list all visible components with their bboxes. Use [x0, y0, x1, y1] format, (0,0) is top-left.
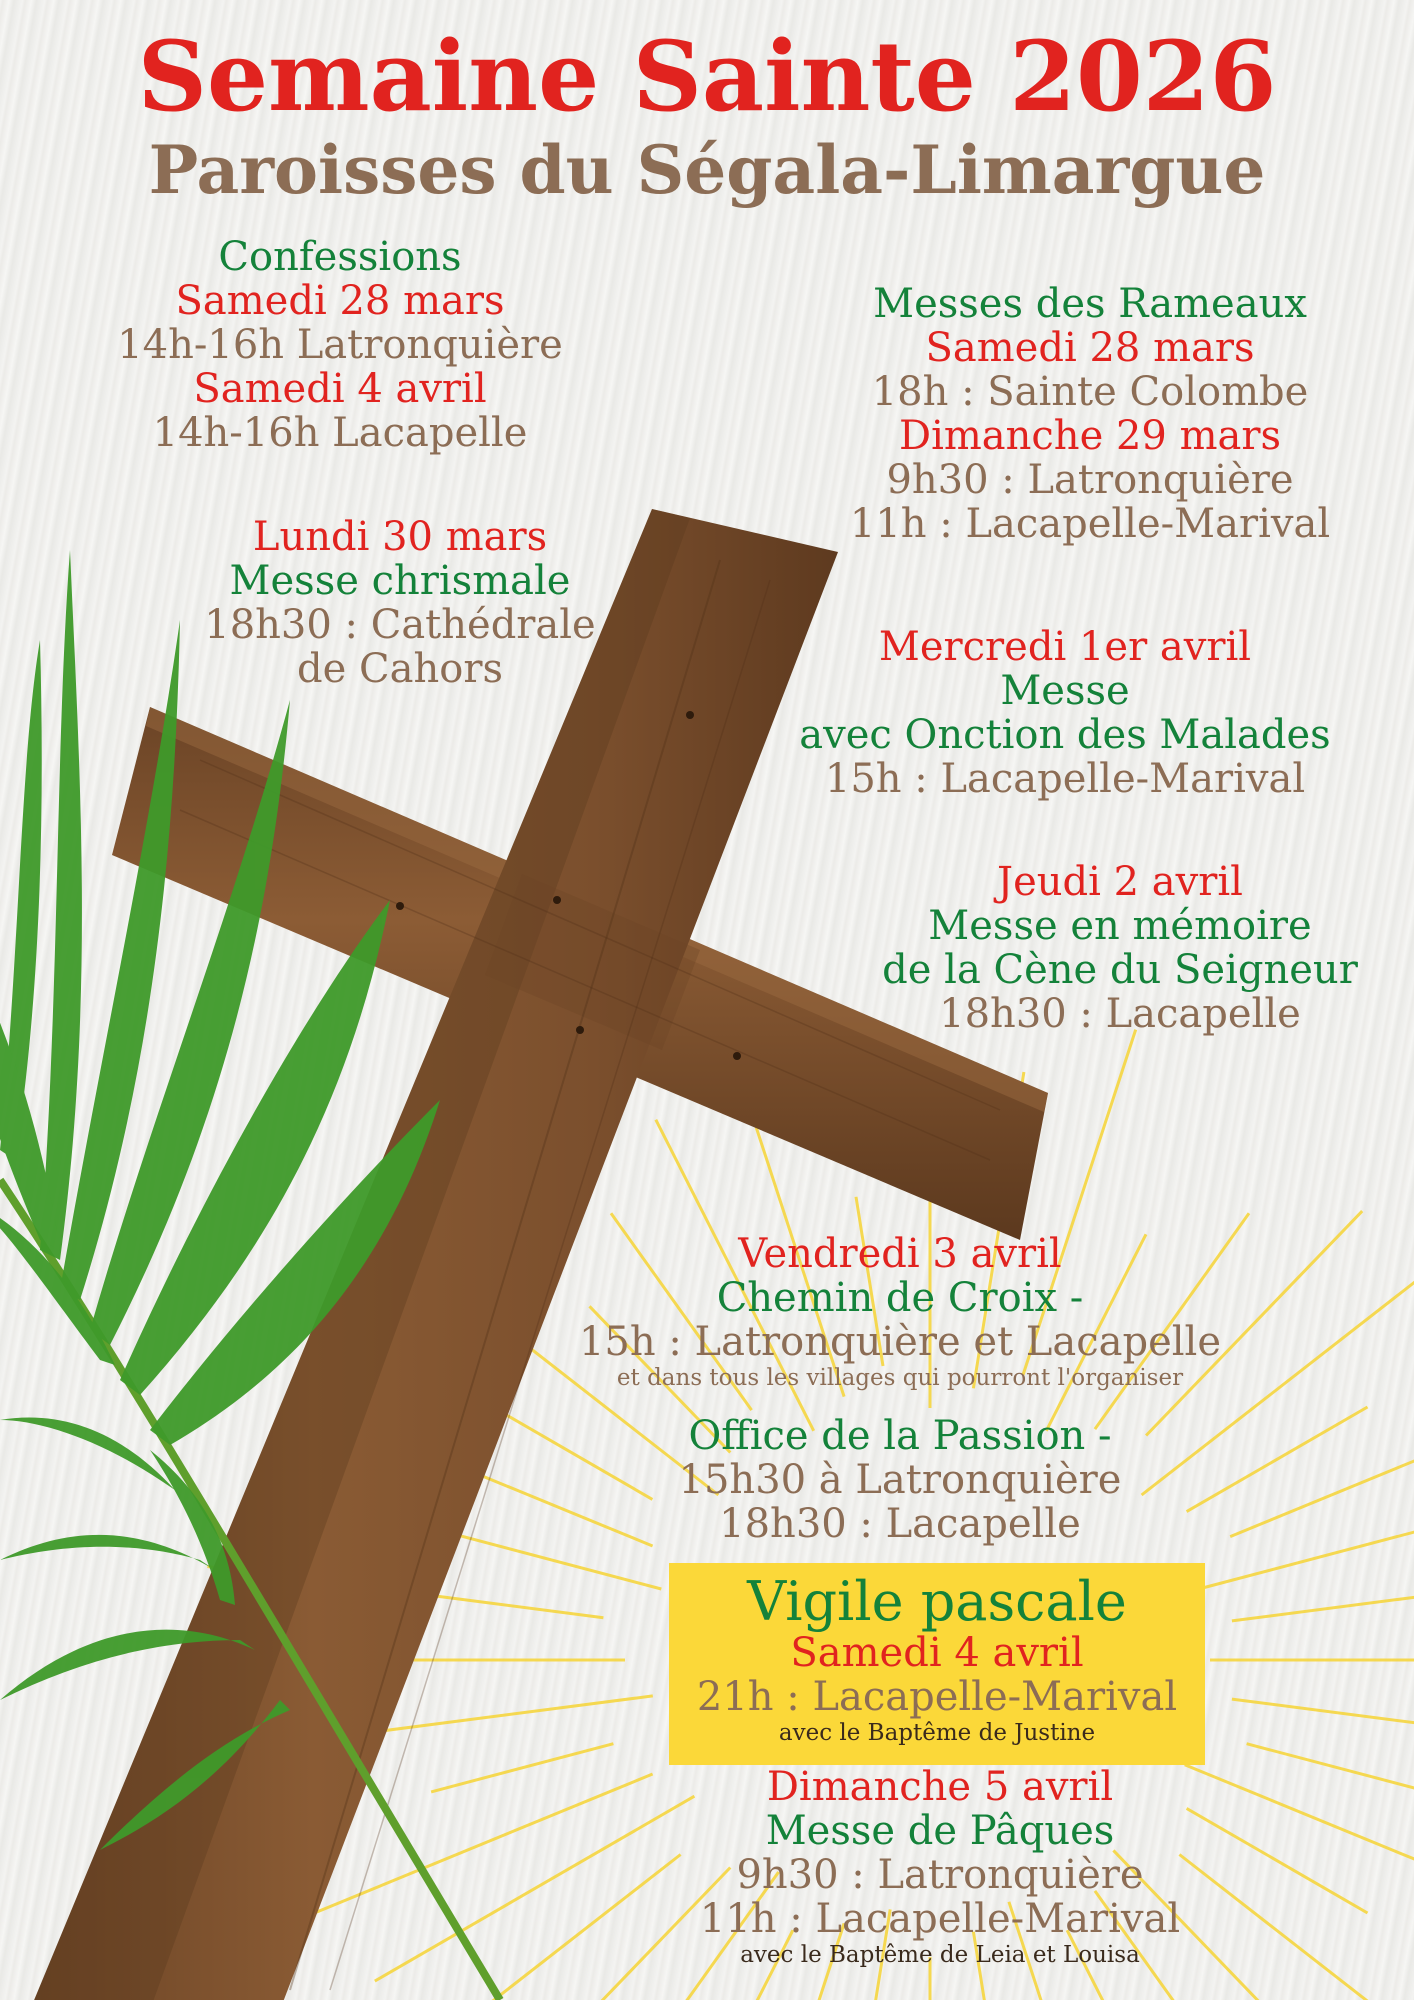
jeudi-heading-2: de la Cène du Seigneur [882, 947, 1358, 993]
vigile-date: Samedi 4 avril [790, 1630, 1084, 1676]
sun-ray [1232, 1699, 1414, 1736]
vendredi-time: 15h : Latronquière et Lacapelle [578, 1319, 1221, 1365]
rameaux-time-2: 9h30 : Latronquière [886, 457, 1294, 503]
passion-heading: Office de la Passion - [688, 1413, 1112, 1459]
confessions-date-1: Samedi 28 mars [175, 278, 505, 324]
confessions-heading: Confessions [218, 234, 462, 280]
rameaux-time-1: 18h : Sainte Colombe [871, 369, 1309, 415]
mercredi-date: Mercredi 1er avril [878, 624, 1252, 670]
paques-time-2: 11h : Lacapelle-Marival [699, 1896, 1181, 1942]
vigile-note: avec le Baptême de Justine [778, 1720, 1096, 1746]
chrismale-block [150, 515, 650, 691]
paques-block [640, 1765, 1240, 1969]
sun-ray [1232, 1567, 1414, 1621]
vendredi-heading: Chemin de Croix - [716, 1275, 1084, 1321]
jeudi-heading-1: Messe en mémoire [928, 903, 1312, 949]
chrismale-place: de Cahors [297, 646, 503, 692]
paques-date: Dimanche 5 avril [766, 1764, 1114, 1810]
vendredi-note: et dans tous les villages qui pourront l'organiser [616, 1365, 1184, 1391]
rameaux-time-3: 11h : Lacapelle-Marival [849, 501, 1331, 547]
vigile-heading: Vigile pascale [747, 1570, 1127, 1633]
vendredi-block [540, 1232, 1260, 1546]
jeudi-time: 18h30 : Lacapelle [939, 991, 1301, 1037]
rameaux-date-2: Dimanche 29 mars [899, 413, 1281, 459]
passion-time-1: 15h30 à Latronquière [678, 1457, 1122, 1503]
sun-ray [431, 1744, 613, 1792]
page-title: Semaine Sainte 2026 [137, 20, 1277, 133]
chrismale-heading: Messe chrismale [229, 558, 571, 604]
confessions-time-1: 14h-16h Latronquière [117, 322, 563, 368]
sun-ray [1247, 1744, 1414, 1828]
mercredi-heading-1: Messe [1000, 668, 1130, 714]
passion-time-2: 18h30 : Lacapelle [719, 1501, 1081, 1547]
mercredi-block [770, 625, 1360, 801]
mercredi-heading-2: avec Onction des Malades [799, 712, 1331, 758]
rameaux-block [800, 282, 1380, 546]
paques-note: avec le Baptême de Leia et Louisa [740, 1942, 1140, 1968]
confessions-block [80, 235, 600, 455]
vigile-block [669, 1570, 1205, 1747]
paques-heading: Messe de Pâques [765, 1808, 1115, 1854]
jeudi-block [840, 860, 1400, 1036]
rameaux-date-1: Samedi 28 mars [925, 325, 1255, 371]
mercredi-time: 15h : Lacapelle-Marival [824, 756, 1306, 802]
confessions-date-2: Samedi 4 avril [193, 366, 487, 412]
paques-time-1: 9h30 : Latronquière [736, 1852, 1144, 1898]
page-subtitle: Paroisses du Ségala-Limargue [148, 131, 1266, 209]
confessions-time-2: 14h-16h Lacapelle [152, 410, 528, 456]
chrismale-time: 18h30 : Cathédrale [204, 602, 596, 648]
rameaux-heading: Messes des Rameaux [873, 281, 1307, 327]
vigile-time: 21h : Lacapelle-Marival [696, 1674, 1178, 1720]
jeudi-date: Jeudi 2 avril [997, 859, 1243, 905]
vendredi-date: Vendredi 3 avril [738, 1231, 1062, 1277]
chrismale-date: Lundi 30 mars [252, 514, 548, 560]
